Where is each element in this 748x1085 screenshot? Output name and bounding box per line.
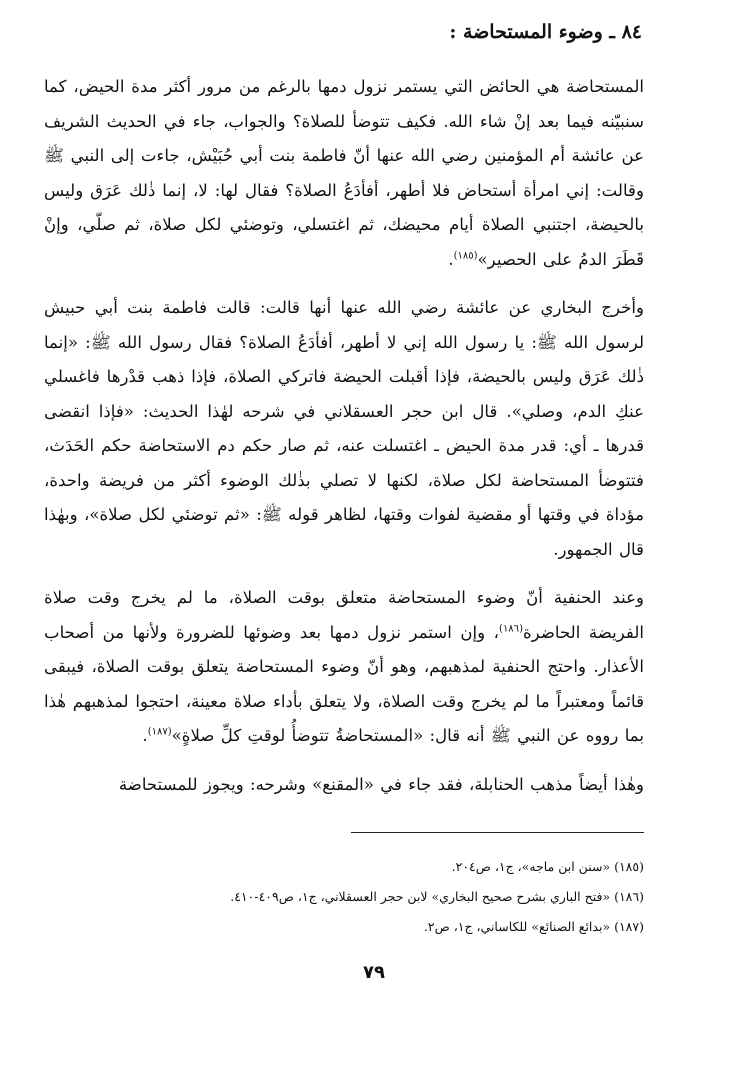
paragraph-hanbali [44, 768, 644, 803]
footnote-185: (١٨٥) «سنن ابن ماجه»، ج١، ص٢٠٤. [451, 859, 644, 874]
paragraph-text: ، وإن استمر نزول دمها بعد وضوئها للضرورة ولأنها من أصحاب الأعذار. واحتج الحنفية لمذهبهم، وهو أنّ وضوء المستحاضة يتعلق بوقت الصلاة، فيبقى قائماً ومعتبراً ما لم يخرج وقت الصلاة، ولا يتعلق بأداء صلاة معينة، احتجوا لمذهبهم هٰذا بما رووه عن النبي ﷺ أنه قال: «المستحاضةُ تتوضأُ لوقتِ كلِّ صلاةٍ» [44, 622, 644, 745]
paragraph-hanafi [44, 581, 644, 754]
paragraph-text: . [142, 726, 148, 745]
paragraph-text: . [448, 249, 454, 269]
paragraph-text: وعند الحنفية أنّ وضوء المستحاضة متعلق بوقت الصلاة، ما لم يخرج وقت صلاة الفريضة الحاضرة [44, 588, 644, 642]
footnote-divider [351, 832, 644, 833]
footnote-reference-185: (١٨٥) [453, 249, 478, 261]
paragraph-hadith-aisha [44, 70, 644, 277]
footnotes [44, 852, 644, 942]
paragraph-text: وأخرج البخاري عن عائشة رضي الله عنها أنها قالت: قالت فاطمة بنت أبي حبيش لرسول الله ﷺ: يا رسول الله إني لا أطهر، أفأدَعُ الصلاة؟ فقال رسول الله ﷺ: «إنما ذٰلك عَرَق وليس بالحيضة، فإذا أقبلت الحيضة فاتركي الصلاة، فإذا ذهب قدْرها فاغسلي عنكِ الدم، وصلي». قال ابن حجر العسقلاني في شرحه لهٰذا الحديث: «فإذا انقضى قدرها ـ أي: قدر مدة الحيض ـ اغتسلت عنه، ثم صار حكم دم الاستحاضة حكم الحَدَث، فتتوضأ المستحاضة لكل صلاة، لكنها لا تصلي بذٰلك الوضوء أكثر من فريضة واحدة، مؤداة في وقتها أو مقضية لفوات وقتها، لظاهر قوله ﷺ: «ثم توضئي لكل صلاة»، وبهٰذا قال الجمهور. [44, 298, 644, 559]
footnote-reference-186: (١٨٦) [499, 622, 523, 634]
paragraph-text: المستحاضة هي الحائض التي يستمر نزول دمها بالرغم من مرور أكثر مدة الحيض، كما سنبيّنه فيما بعد إنْ شاء الله. فكيف تتوضأ للصلاة؟ والجواب، جاء في الحديث الشريف عن عائشة أم المؤمنين رضي الله عنها أنّ فاطمة بنت أبي حُبَيْش، جاءت إلى النبي ﷺ وقالت: إني امرأة أستحاض فلا أطهر، أفأدَعُ الصلاة؟ فقال لها: لا، إنما ذٰلك عَرَق وليس بالحيضة، اجتنبي الصلاة أيام محيضك، ثم اغتسلي، وتوضئي لكل صلاة، ثم صلّي، وإنْ قَطَرَ الدمُ على الحصير» [44, 77, 644, 269]
footnote-187: (١٨٧) «بدائع الصنائع» للكاساني، ج١، ص٢. [423, 919, 644, 934]
footnote-reference-187: (١٨٧) [147, 726, 172, 738]
paragraph-bukhari [44, 291, 644, 567]
body-text [44, 70, 644, 802]
footnote-186: (١٨٦) «فتح الباري بشرح صحيح البخاري» لابن حجر العسقلاني، ج١، ص٤٠٩-٤١٠. [230, 889, 644, 904]
paragraph-text: وهٰذا أيضاً مذهب الحنابلة، فقد جاء في «المقنع» وشرحه: ويجوز للمستحاضة [118, 774, 644, 794]
section-heading: ٨٤ ـ وضوء المستحاضة : [449, 21, 642, 43]
page-number: ٧٩ [363, 962, 385, 983]
